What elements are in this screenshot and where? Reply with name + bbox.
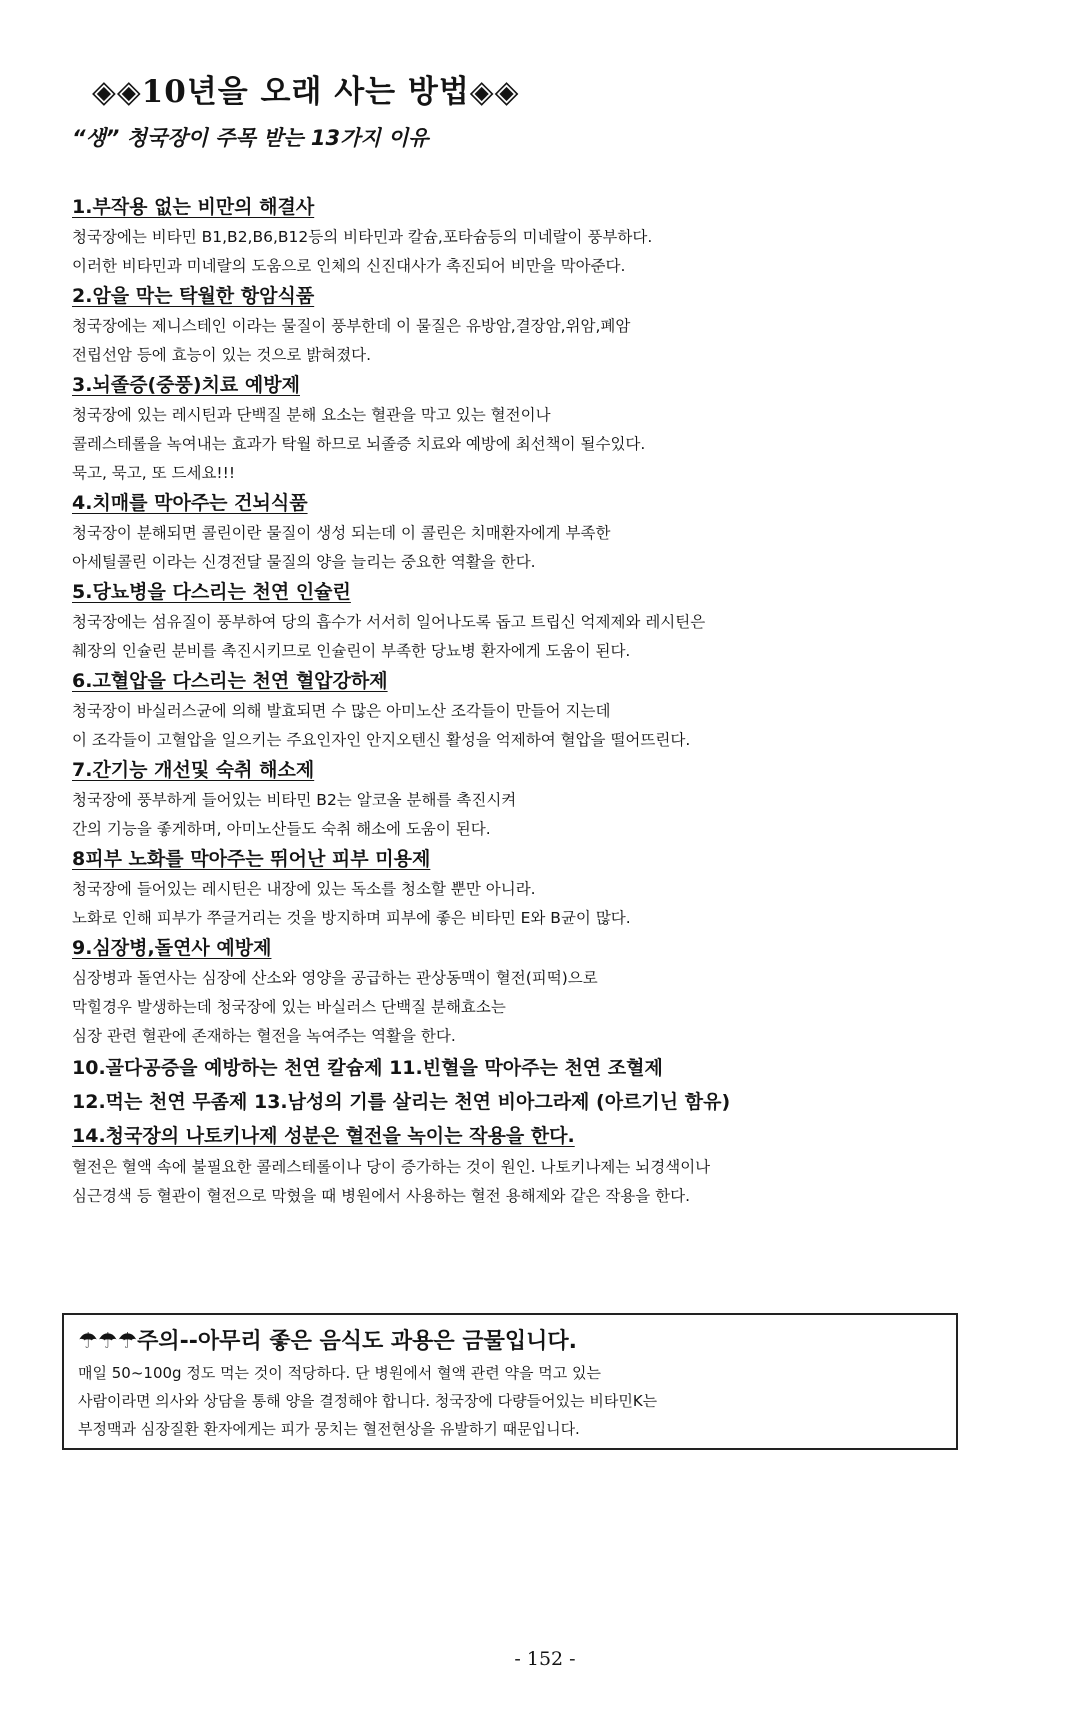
section-9 xyxy=(72,933,1032,1051)
section-line: 청국장이 분해되면 콜린이란 물질이 생성 되는데 이 콜린은 치매환자에게 부족한 xyxy=(72,524,611,542)
section-5 xyxy=(72,577,1032,666)
section-line: 묵고, 묵고, 또 드세요!!! xyxy=(72,464,236,482)
section-line: 노화로 인해 피부가 쭈글거리는 것을 방지하며 피부에 좋은 비타민 E와 B균이 많다. xyxy=(72,909,631,927)
section-line: 혈전은 혈액 속에 불필요한 콜레스테롤이나 당이 증가하는 것이 원인. 나토키나제는 뇌경색이나 xyxy=(72,1158,711,1176)
section-4 xyxy=(72,488,1032,577)
section-line: 심장병과 돌연사는 심장에 산소와 영양을 공급하는 관상동맥이 혈전(피떡)으로 xyxy=(72,969,598,987)
caution-line: 사람이라면 의사와 상담을 통해 양을 결정해야 합니다. 청국장에 다량들어있는 비타민K는 xyxy=(78,1392,658,1410)
section-heading: 14.청국장의 나토키나제 성분은 혈전을 녹이는 작용을 한다. xyxy=(72,1125,575,1147)
section-line: 청국장에는 제니스테인 이라는 물질이 풍부한데 이 물질은 유방암,결장암,위암,폐암 xyxy=(72,317,631,335)
page-subtitle: “생” 청국장이 주목 받는 13가지 이유 xyxy=(72,126,429,150)
section-line: 이러한 비타민과 미네랄의 도움으로 인체의 신진대사가 촉진되어 비만을 막아준다. xyxy=(72,257,626,275)
page-title: ◈◈10년을 오래 사는 방법◈◈ xyxy=(92,74,520,110)
page-number: - 152 - xyxy=(514,1648,576,1670)
caution-title: ☂☂☂주의--아무리 좋은 음식도 과용은 금물입니다. xyxy=(78,1329,577,1354)
section-line: 심근경색 등 혈관이 혈전으로 막혔을 때 병원에서 사용하는 혈전 용해제와 같은 작용을 한다. xyxy=(72,1187,691,1205)
caution-line: 매일 50~100g 정도 먹는 것이 적당하다. 단 병원에서 혈액 관련 약을 먹고 있는 xyxy=(78,1364,602,1382)
section-heading: 8피부 노화를 막아주는 뛰어난 피부 미용제 xyxy=(72,848,431,870)
section-line: 심장 관련 혈관에 존재하는 혈전을 녹여주는 역활을 한다. xyxy=(72,1027,456,1045)
section-3 xyxy=(72,370,1032,488)
section-line: 막힐경우 발생하는데 청국장에 있는 바실러스 단백질 분해효소는 xyxy=(72,998,506,1016)
combined-heading-10-11: 10.골다공증을 예방하는 천연 칼슘제 11.빈혈을 막아주는 천연 조혈제 xyxy=(72,1057,663,1079)
section-heading: 2.암을 막는 탁월한 항암식품 xyxy=(72,285,315,307)
section-line: 청국장에 풍부하게 들어있는 비타민 B2는 알코올 분해를 촉진시켜 xyxy=(72,791,517,809)
section-heading: 4.치매를 막아주는 건뇌식품 xyxy=(72,492,308,514)
combined-heading-12-13: 12.먹는 천연 무좀제 13.남성의 기를 살리는 천연 비아그라제 (아르기닌 함유) xyxy=(72,1091,731,1113)
section-line: 간의 기능을 좋게하며, 아미노산들도 숙취 해소에 도움이 된다. xyxy=(72,820,491,838)
section-line: 췌장의 인슐린 분비를 촉진시키므로 인슐린이 부족한 당뇨병 환자에게 도움이 된다. xyxy=(72,642,631,660)
section-line: 청국장에는 비타민 B1,B2,B6,B12등의 비타민과 칼슘,포타슘등의 미네랄이 풍부하다. xyxy=(72,228,653,246)
section-line: 청국장에 들어있는 레시틴은 내장에 있는 독소를 청소할 뿐만 아니라. xyxy=(72,880,536,898)
section-6 xyxy=(72,666,1032,755)
section-line: 청국장에는 섬유질이 풍부하여 당의 흡수가 서서히 일어나도록 돕고 트립신 억제제와 레시틴은 xyxy=(72,613,706,631)
section-14 xyxy=(72,1119,1032,1211)
section-line: 청국장에 있는 레시틴과 단백질 분해 요소는 혈관을 막고 있는 혈전이나 xyxy=(72,406,551,424)
caution-box xyxy=(62,1313,958,1450)
caution-line: 부정맥과 심장질환 환자에게는 피가 뭉치는 혈전현상을 유발하기 때문입니다. xyxy=(78,1420,580,1438)
section-2 xyxy=(72,281,1032,370)
section-8 xyxy=(72,844,1032,933)
section-line: 이 조각들이 고혈압을 일으키는 주요인자인 안지오텐신 활성을 억제하여 혈압을 떨어뜨린다. xyxy=(72,731,691,749)
section-heading: 6.고혈압을 다스리는 천연 혈압강하제 xyxy=(72,670,388,692)
section-heading: 7.간기능 개선및 숙취 해소제 xyxy=(72,759,315,781)
content xyxy=(72,192,1032,1211)
section-heading: 1.부작용 없는 비만의 해결사 xyxy=(72,196,315,218)
section-line: 전립선암 등에 효능이 있는 것으로 밝혀졌다. xyxy=(72,346,372,364)
section-heading: 9.심장병,돌연사 예방제 xyxy=(72,937,272,959)
section-7 xyxy=(72,755,1032,844)
section-heading: 3.뇌졸증(중풍)치료 예방제 xyxy=(72,374,300,396)
section-line: 아세틸콜린 이라는 신경전달 물질의 양을 늘리는 중요한 역활을 한다. xyxy=(72,553,536,571)
section-line: 콜레스테롤을 녹여내는 효과가 탁월 하므로 뇌졸증 치료와 예방에 최선책이 될수있다. xyxy=(72,435,646,453)
section-1 xyxy=(72,192,1032,281)
section-heading: 5.당뇨병을 다스리는 천연 인슐린 xyxy=(72,581,351,603)
section-line: 청국장이 바실러스균에 의해 발효되면 수 많은 아미노산 조각들이 만들어 지는데 xyxy=(72,702,611,720)
